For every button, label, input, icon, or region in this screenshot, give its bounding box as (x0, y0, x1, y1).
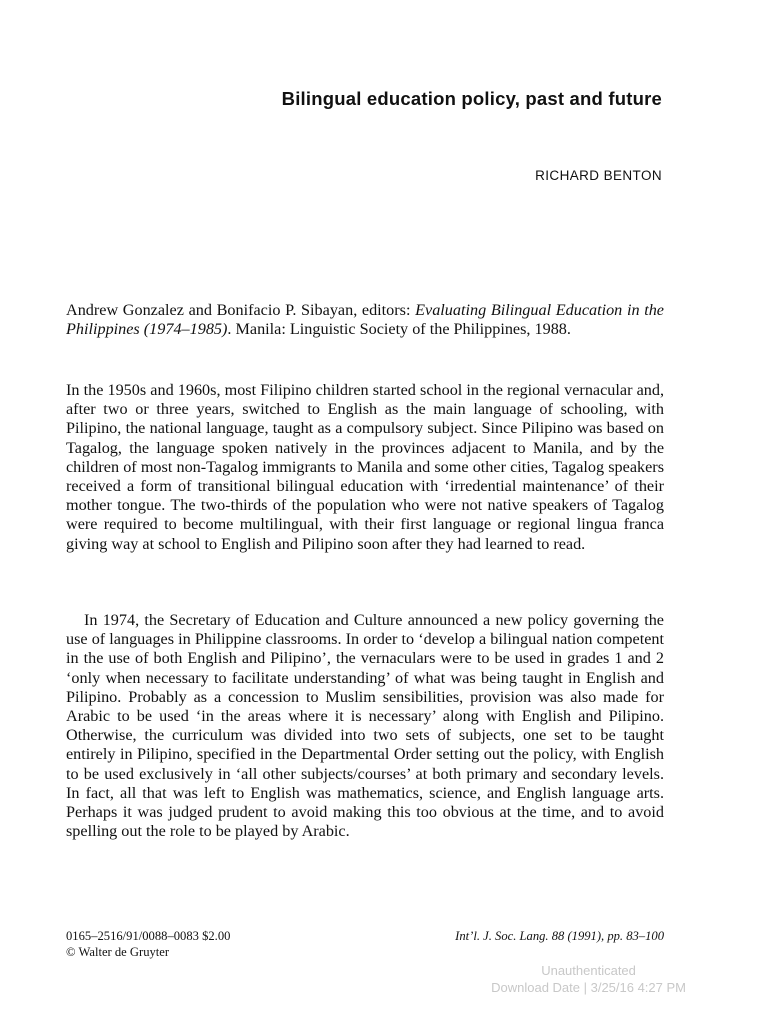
body-paragraph-2 (66, 611, 664, 841)
footer-publication-info (66, 928, 230, 960)
download-watermark (491, 962, 686, 996)
citation-publisher: . Manila: Linguistic Society of the Philippines, 1988. (227, 320, 571, 339)
article-title: Bilingual education policy, past and future (281, 88, 662, 109)
article-author: RICHARD BENTON (535, 168, 662, 183)
footer-issn: 0165–2516/91/0088–0083 $2.00 (66, 929, 231, 943)
footer-copyright: © Walter de Gruyter (66, 945, 170, 959)
body-paragraph-2-text: In 1974, the Secretary of Education and Culture announced a new policy governing the use of languages in Philippine classrooms. In order to ‘develop a bilingual nation competent in the use of both English and Pilipino’, the vernaculars were to be used in grades 1 and 2 ‘only when necessary to facilitate understanding’ of what was being taught in English and Pilipino. Probably as a concession to Muslim sensibilities, provision was also made for Arabic to be used ‘in the areas where it is necessary’ along with English and Pilipino. Otherwise, the curriculum was divided into two sets of subjects, one set to be taught entirely in Pilipino, specified in the Departmental Order setting out the policy, with English to be used exclusively in ‘all other subjects/courses’ at both primary and secondary levels. In fact, all that was left to English was mathematics, science, and English language arts. Perhaps it was judged prudent to avoid making this too obvious at the time, and to avoid spelling out the role to be played by Arabic. (66, 611, 664, 841)
footer-journal-reference: Int’l. J. Soc. Lang. 88 (1991), pp. 83–100 (455, 929, 664, 943)
citation-book-title: Evaluating Bilingual Education in the Philippines (1974–1985) (66, 301, 664, 339)
watermark-line-2: Download Date | 3/25/16 4:27 PM (491, 980, 686, 995)
body-paragraph-1: In the 1950s and 1960s, most Filipino children started school in the regional vernacular and, after two or three years, switched to English as the main language of schooling, with Pilipino, the national language, taught as a compulsory subject. Since Pilipino was based on Tagalog, the language spoken natively in the provinces adjacent to Manila, and by the children of most non-Tagalog immigrants to Manila and some other cities, Tagalog speakers received a form of transitional bilingual education with ‘irredential maintenance’ of their mother tongue. The two-thirds of the population who were not native speakers of Tagalog were required to become multilingual, with their first language or regional lingua franca giving way at school to English and Pilipino soon after they had learned to read. (66, 381, 664, 553)
watermark-line-1: Unauthenticated (541, 963, 636, 978)
citation-editors: Andrew Gonzalez and Bonifacio P. Sibayan, editors: (66, 301, 416, 319)
book-citation (66, 301, 664, 339)
